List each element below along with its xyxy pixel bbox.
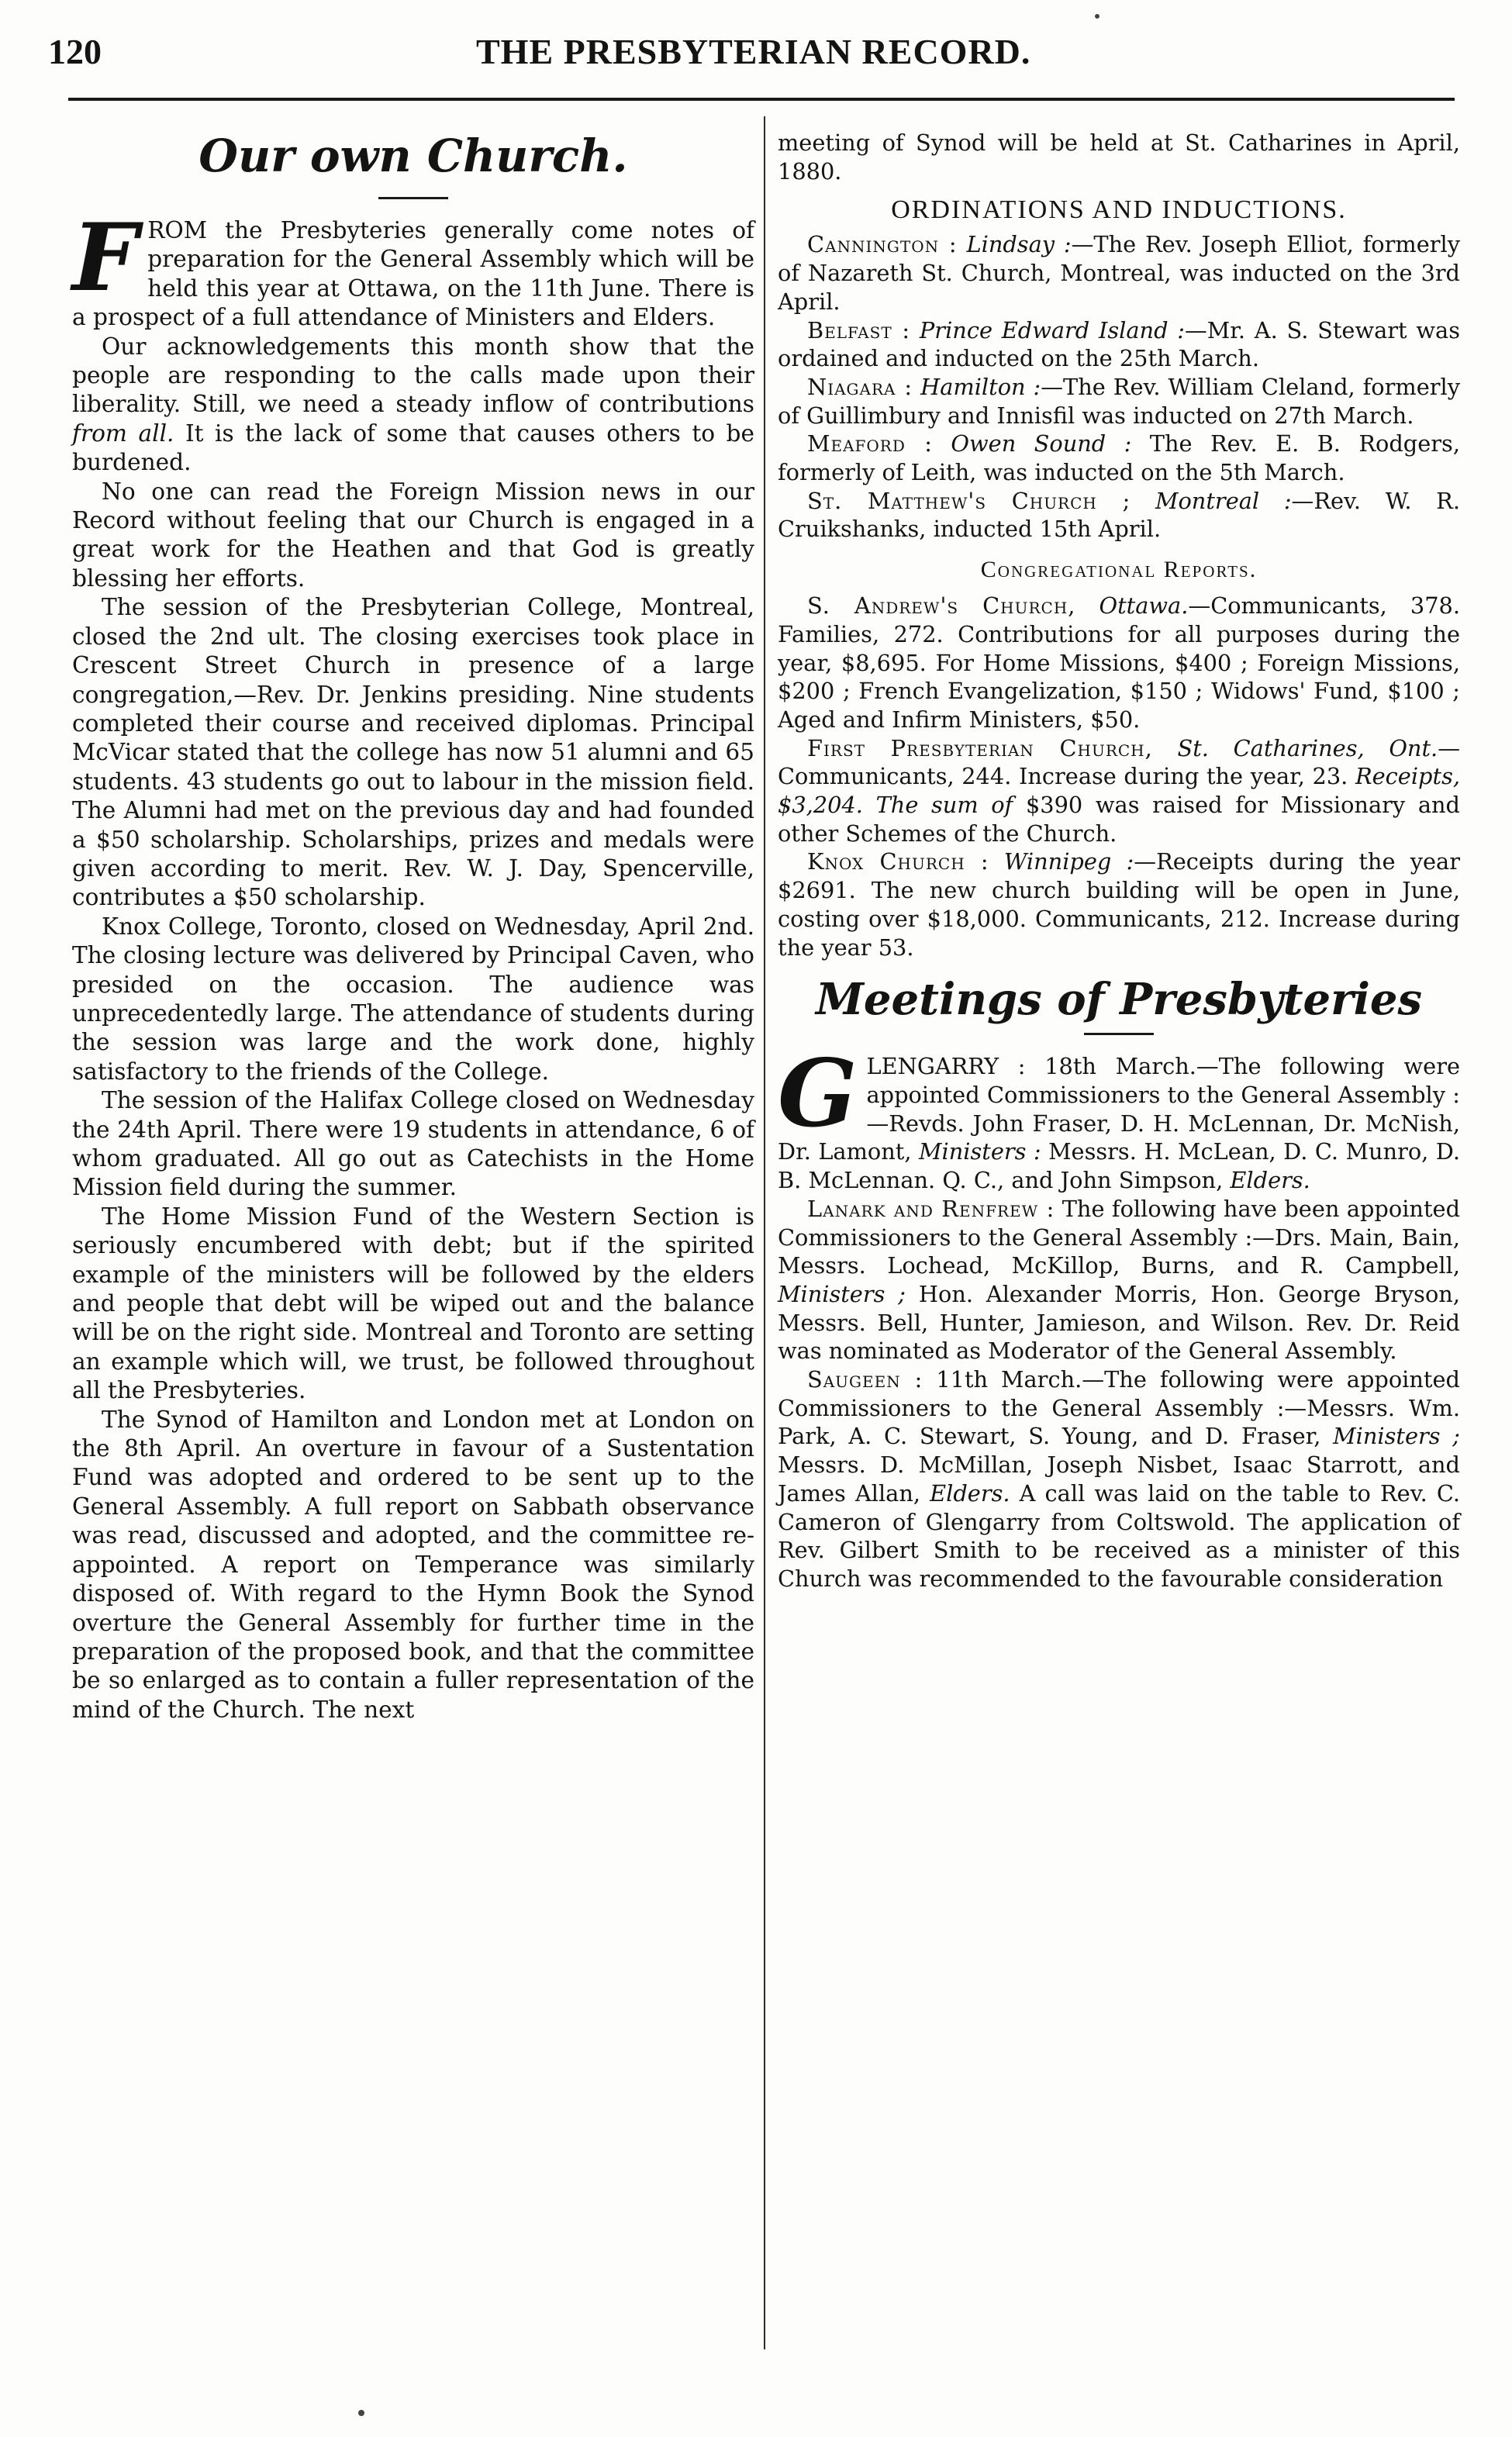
left-column bbox=[72, 129, 754, 1724]
meeting-entry bbox=[778, 1365, 1460, 1593]
place-name: St. Catharines, Ont. bbox=[1177, 734, 1438, 761]
ordination-entry bbox=[778, 316, 1460, 373]
church-name: Knox Church : bbox=[807, 848, 989, 875]
article-paragraph: The session of the Halifax College closed on Wednesday the 24th April. There were 19 students in attendance, 6 of whom graduated. All go out as Catechists in the Home Mission field during the summer. bbox=[72, 1087, 754, 1201]
presbytery-name: Meaford : bbox=[807, 430, 933, 457]
emphasis-text: from all. bbox=[72, 419, 174, 447]
right-column bbox=[778, 129, 1460, 1593]
drop-cap: F bbox=[72, 203, 139, 312]
running-head bbox=[48, 31, 1455, 85]
emphasis-text: Elders. bbox=[930, 1479, 1010, 1507]
emphasis-text: Ministers : bbox=[919, 1138, 1041, 1165]
report-entry bbox=[778, 592, 1460, 734]
entry-text: The Rev. E. B. Rodgers, formerly of Leith, was inducted on the 5th March. bbox=[778, 430, 1460, 486]
article-paragraph bbox=[72, 203, 754, 333]
place-name: Montreal : bbox=[1155, 487, 1292, 514]
presbytery-name: Niagara : bbox=[807, 373, 913, 400]
continued-paragraph: meeting of Synod will be held at St. Catharines in April, 1880. bbox=[778, 129, 1460, 185]
place-name: Winnipeg : bbox=[1003, 848, 1134, 875]
article-paragraph: The session of the Presbyterian College, Montreal, closed the 2nd ult. The closing exercises took place in Crescent Street Church in presence of a large congregation,—Rev. Dr. Jenkins presiding. Nine students completed their course and received diplomas. Principal McVicar stated that the college has now 51 alumni and 65 students. 43 students go out to labour in the mission field. The Alumni had met on the previous day and had founded a $50 scholarship. Scholarships, prizes and medals were given according to merit. Rev. W. J. Day, Spencerville, contributes a $50 scholarship. bbox=[72, 594, 754, 911]
section-heading-ordinations: ORDINATIONS AND INDUCTIONS. bbox=[891, 195, 1347, 225]
article-paragraph: The Home Mission Fund of the Western Section is seriously encumbered with debt; but if the spirited example of the ministers will be followed by the elders and people that debt will be wiped out and the balance will be on the right side. Montreal and Toronto are setting an example which will, we trust, be followed throughout all the Presbyteries. bbox=[72, 1203, 754, 1404]
article-paragraph: The Synod of Hamilton and London met at London on the 8th April. An overture in favour of a Sustentation Fund was adopted and ordered to be sent up to the General Assembly. A full report on Sabbath observance was read, discussed and adopted, and the committee re-appointed. A report on Temperance was similarly disposed of. With regard to the Hymn Book the Synod overture the General Assembly for further time in the preparation of the proposed book, and that the committee be so enlarged as to contain a fuller representation of the mind of the Church. The next bbox=[72, 1406, 754, 1723]
paragraph-text: ROM the Presbyteries generally come notes of preparation for the General Assembly which will be held this year at Ottawa, on the 11th June. There is a prospect of a full attendance of Ministers and Elders. bbox=[72, 217, 754, 331]
entry-text: Messrs. D. McMillan, Joseph Nisbet, Isaac Starrott, and James Allan, bbox=[778, 1451, 1460, 1507]
presbytery-name: Saugeen : bbox=[807, 1366, 923, 1393]
place-name: Lindsay : bbox=[966, 231, 1072, 258]
church-name: S. Andrew's Church, bbox=[807, 592, 1076, 620]
article-paragraph: No one can read the Foreign Mission news in our Record without feeling that our Church is engaged in a great work for the Heathen and that God is greatly blessing her efforts. bbox=[72, 478, 754, 592]
column-divider bbox=[764, 116, 765, 2349]
entry-text: A call was laid on the table to Rev. C. Cameron of Glengarry from Coltswold. The application of Rev. Gilbert Smith to be received as a minister of this Church was recommended to the favourable consideration bbox=[778, 1479, 1460, 1592]
church-name: First Presbyterian Church, bbox=[807, 734, 1153, 761]
page-number: 120 bbox=[48, 32, 102, 71]
entry-text: LENGARRY : 18th March.—The following were appointed Commissioners to the General Assembly :—Revds. John Fraser, D. H. McLennan, Dr. McNish, Dr. Lamont, bbox=[778, 1053, 1460, 1165]
presbytery-name: St. Matthew's Church ; bbox=[807, 487, 1131, 514]
emphasis-text: Ministers ; bbox=[1333, 1423, 1460, 1450]
place-name: Hamilton : bbox=[920, 373, 1041, 400]
ordination-entry bbox=[778, 373, 1460, 430]
entry-text: Messrs. H. McLean, D. C. Munro, D. B. McLennan. Q. C., and John Simpson, bbox=[778, 1138, 1461, 1194]
place-name: Prince Edward Island : bbox=[919, 316, 1185, 343]
entry-text: —Mr. A. S. Stewart was ordained and inducted on the 25th March. bbox=[778, 316, 1460, 372]
heading-rule bbox=[378, 197, 448, 199]
journal-title: THE PRESBYTERIAN RECORD. bbox=[476, 32, 1031, 71]
section-heading-congregational-reports: Congregational Reports. bbox=[980, 557, 1258, 583]
meeting-entry bbox=[778, 1195, 1460, 1365]
paragraph-text: It is the lack of some that causes others to be burdened. bbox=[72, 419, 754, 476]
meeting-entry bbox=[778, 1039, 1461, 1195]
heading-rule bbox=[1084, 1033, 1154, 1035]
entry-text: —Rev. W. R. Cruikshanks, inducted 15th April. bbox=[778, 487, 1461, 543]
entry-text: —The Rev. Joseph Elliot, formerly of Nazareth St. Church, Montreal, was inducted on the 3rd April. bbox=[778, 231, 1460, 315]
article-paragraph: Knox College, Toronto, closed on Wednesday, April 2nd. The closing lecture was delivered by Principal Caven, who presided on the occasion. The audience was unprecedentedly large. The attendance of students during the session was large and the work done, highly satisfactory to the friends of the College. bbox=[72, 913, 754, 1085]
entry-text: $390 was raised for Missionary and other Schemes of the Church. bbox=[778, 792, 1460, 847]
report-entry bbox=[778, 847, 1460, 961]
entry-text: —Communicants, 378. Families, 272. Contributions for all purposes during the year, $8,695. For Home Missions, $400 ; Foreign Missions, $200 ; French Evangelization, $150 ; Widows' Fund, $100 ; Aged and Infirm Ministers, $50. bbox=[778, 592, 1460, 733]
entry-text: —Communicants, 244. Increase during the year, 23. bbox=[778, 734, 1461, 790]
report-entry bbox=[778, 734, 1460, 848]
ordination-entry bbox=[778, 230, 1460, 316]
presbytery-name: Cannington : bbox=[807, 231, 958, 258]
emphasis-text: Elders. bbox=[1230, 1167, 1310, 1194]
presbytery-name: Belfast : bbox=[807, 316, 911, 343]
section-heading-our-own-church: Our own Church. bbox=[198, 129, 628, 182]
place-name: Owen Sound : bbox=[951, 430, 1132, 457]
emphasis-text: Receipts, $3,204. The sum of bbox=[778, 763, 1460, 819]
header-rule bbox=[68, 98, 1455, 101]
presbytery-name: Lanark and Renfrew : bbox=[807, 1195, 1055, 1222]
entry-text: 11th March.—The following were appointed Commissioners to the General Assembly :—Messrs. Wm. Park, A. C. Stewart, S. Young, and D. Fraser, bbox=[778, 1366, 1460, 1450]
entry-text: Hon. Alexander Morris, Hon. George Bryson, Messrs. Bell, Hunter, Jamieson, and Wilson. Rev. Dr. Reid was nominated as Moderator of the General Assembly. bbox=[778, 1280, 1460, 1365]
print-speck bbox=[358, 2410, 364, 2416]
paragraph-text: Our acknowledgements this month show that the people are responding to the calls made upon their liberality. Still, we need a steady inflow of contributions bbox=[72, 333, 754, 418]
drop-cap: G bbox=[778, 1039, 858, 1149]
place-name: Ottawa. bbox=[1099, 592, 1189, 620]
entry-text: —Receipts during the year $2691. The new church building will be open in June, costing over $18,000. Communicants, 212. Increase during the year 53. bbox=[778, 848, 1460, 961]
ordination-entry bbox=[778, 487, 1460, 544]
emphasis-text: Ministers ; bbox=[778, 1280, 906, 1307]
article-paragraph bbox=[72, 333, 754, 478]
print-speck bbox=[1095, 14, 1099, 19]
section-heading-meetings-of-presbyteries: Meetings of Presbyteries bbox=[815, 974, 1423, 1026]
entry-text: The following have been appointed Commissioners to the General Assembly :—Drs. Main, Bain, Messrs. Lochead, McKillop, Burns, and R. Campbell, bbox=[778, 1195, 1461, 1279]
ordination-entry bbox=[778, 430, 1460, 486]
entry-text: —The Rev. William Cleland, formerly of Guillimbury and Innisfil was inducted on 27th March. bbox=[778, 373, 1460, 429]
